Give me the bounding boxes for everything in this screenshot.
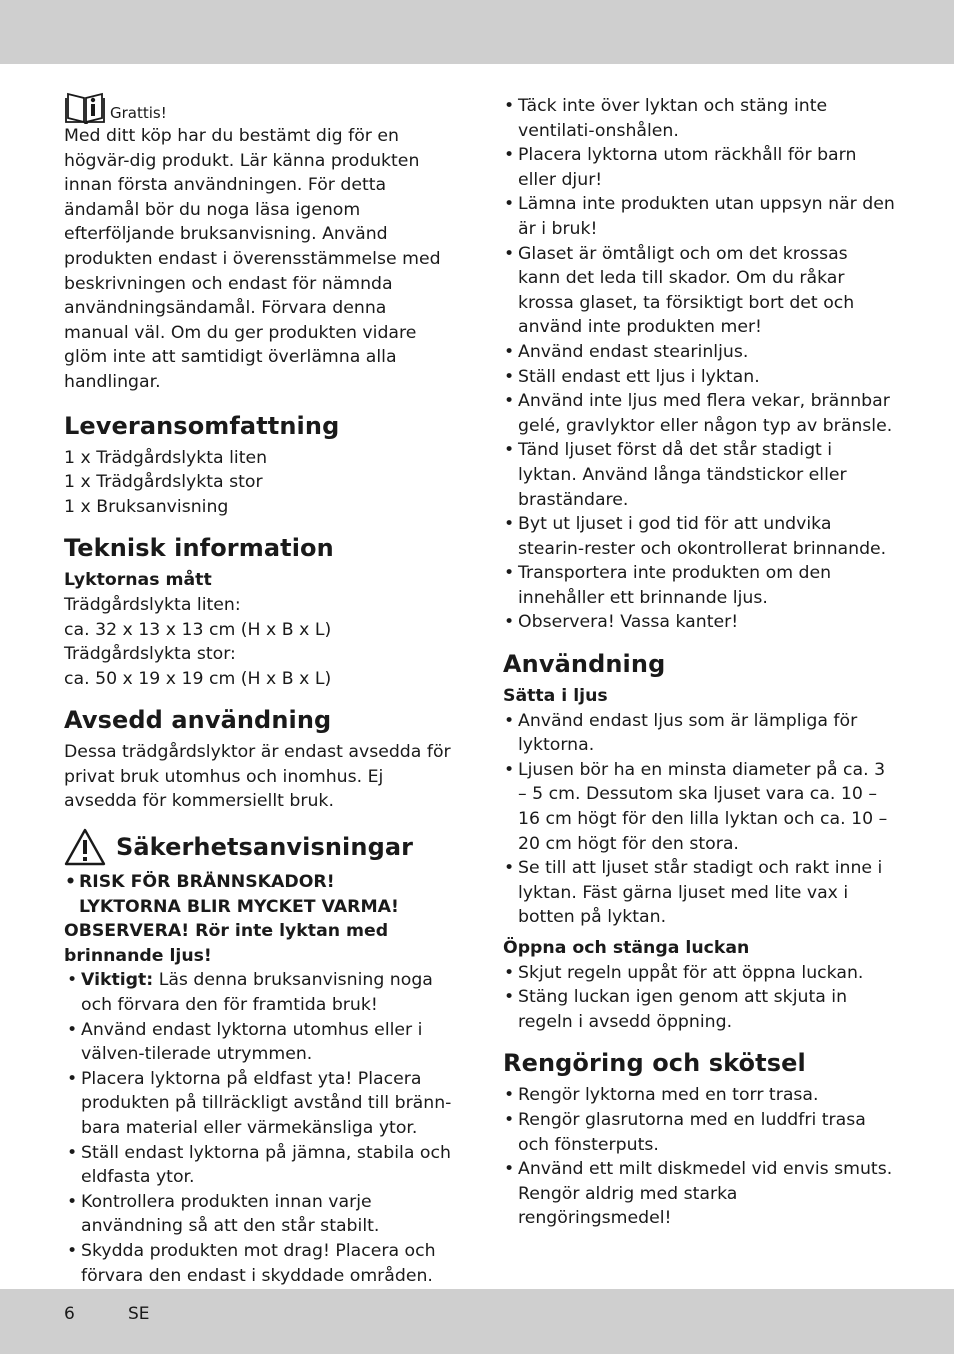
list-item: • Skydda produkten mot drag! Placera och förvara den endast i skyddade områden.: [66, 1239, 454, 1288]
scope-item: 1 x Trädgårdslykta stor: [64, 472, 263, 493]
scope-title: Leveransomfattning: [64, 411, 340, 440]
list-item: • Ljusen bör ha en minsta diameter på ca. 3 – 5 cm. Dessutom ska ljuset vara ca. 10 – 16 cm högt för den lilla lyktan och ca. 10 – 20 cm högt för den stora.: [503, 758, 895, 856]
important-text: Läs denna bruksanvisning noga och förvara den för framtida bruk!: [81, 970, 433, 1016]
cleaning-list: [503, 1083, 895, 1231]
safety-list-left: [64, 870, 454, 919]
scope-section: [64, 411, 454, 520]
door-list: [503, 961, 895, 1035]
tech-line: ca. 50 x 19 x 19 cm (H x B x L): [64, 668, 332, 689]
list-item: • Skjut regeln uppåt för att öppna luckan.: [503, 961, 895, 986]
list-item: • Se till att ljuset står stadigt och rakt inne i lyktan. Fäst gärna ljuset med lite vax i botten på lyktan.: [503, 856, 895, 930]
list-item: [66, 968, 454, 1017]
tech-title: Teknisk information: [64, 534, 334, 563]
intended-title: Avsedd användning: [64, 706, 332, 735]
intended-section: [64, 705, 454, 814]
tech-line: Trädgårdslykta stor:: [64, 644, 236, 665]
list-item: • Rengör glasrutorna med en luddfri trasa och fönsterputs.: [503, 1108, 895, 1157]
usage-section: [503, 649, 895, 1034]
door-title: Öppna och stänga luckan: [503, 938, 750, 958]
usage-title: Användning: [503, 650, 666, 679]
tech-line: ca. 32 x 13 x 13 cm (H x B x L): [64, 619, 332, 640]
list-item: • Använd endast ljus som är lämpliga för lyktorna.: [503, 709, 895, 758]
risk-warning: [64, 870, 454, 919]
list-item: • Kontrollera produkten innan varje användning så att den står stabilt.: [66, 1190, 454, 1239]
tech-line: Trädgårdslykta liten:: [64, 594, 241, 615]
list-item: • Transportera inte produkten om den innehåller ett brinnande ljus.: [503, 561, 895, 610]
safety-heading: [64, 828, 454, 866]
header-band: [0, 0, 954, 64]
page-number: 6: [64, 1304, 75, 1324]
scope-item: 1 x Bruksanvisning: [64, 496, 229, 517]
safety-list-left-2: [64, 968, 454, 1288]
candles-title: Sätta i ljus: [503, 686, 608, 707]
right-column: [503, 94, 895, 1231]
observe-warning: OBSERVERA! Rör inte lyktan med brinnande ljus!: [64, 921, 389, 966]
safety-list-right: [503, 94, 895, 635]
tech-subtitle: Lyktornas mått: [64, 570, 212, 591]
intended-text: Dessa trädgårdslyktor är endast avsedda för privat bruk utomhus och inomhus. Ej avsedda för kommersiellt bruk.: [64, 742, 451, 812]
list-item: • Täck inte över lyktan och stäng inte ventilati-onshålen.: [503, 94, 895, 143]
important-label: Viktigt:: [81, 970, 154, 991]
list-item: • Placera lyktorna på eldfast yta! Placera produkten på tillräckligt avstånd till bränn-bara material eller värmekänsliga ytor.: [66, 1067, 454, 1141]
list-item: • Glaset är ömtåligt och om det krossas kann det leda till skador. Om du råkar krossa glaset, ta försiktigt bort det och använd inte produkten mer!: [503, 242, 895, 340]
intro-text: Med ditt köp har du bestämt dig för en högvär-dig produkt. Lär känna produkten innan första användningen. För detta ändamål bör du noga läsa igenom efterföljande bruksanvisning. Använd produkten endast i överensstämmelse med beskrivningen och endast för nämnda användningsändamål. Förvara denna manual väl. Om du ger produkten vidare glöm inte att samtidigt överlämna alla handlingar.: [64, 126, 441, 392]
intro-heading: [64, 92, 454, 124]
book-info-icon: [64, 92, 106, 124]
list-item: • Använd ett milt diskmedel vid envis smuts. Rengör aldrig med starka rengöringsmedel!: [503, 1157, 895, 1231]
list-item: • Tänd ljuset först då det står stadigt i lyktan. Använd långa tändstickor eller braständare.: [503, 438, 895, 512]
risk-line-2: LYKTORNA BLIR MYCKET VARMA!: [79, 896, 399, 917]
list-item: • Byt ut ljuset i god tid för att undvika stearin-rester och okontrollerat brinnande.: [503, 512, 895, 561]
list-item: • Stäng luckan igen genom att skjuta in regeln i avsedd öppning.: [503, 985, 895, 1034]
scope-item: 1 x Trädgårdslykta liten: [64, 447, 268, 468]
left-column: [64, 92, 454, 1288]
cleaning-title: Rengöring och skötsel: [503, 1049, 806, 1078]
safety-title: Säkerhetsanvisningar: [116, 833, 414, 862]
risk-line-1: RISK FÖR BRÄNNSKADOR!: [79, 872, 335, 893]
warning-triangle-icon: [64, 828, 106, 866]
list-item: • Använd endast lyktorna utomhus eller i välven-tilerade utrymmen.: [66, 1018, 454, 1067]
list-item: • Placera lyktorna utom räckhåll för barn eller djur!: [503, 143, 895, 192]
list-item: • Observera! Vassa kanter!: [503, 610, 895, 635]
list-item: • Använd endast stearinljus.: [503, 340, 895, 365]
tech-section: [64, 533, 454, 691]
candles-list: [503, 709, 895, 930]
list-item: • Använd inte ljus med flera vekar, brännbar gelé, gravlyktor eller någon typ av bränsle.: [503, 389, 895, 438]
list-item: • Ställ endast ett ljus i lyktan.: [503, 365, 895, 390]
cleaning-section: [503, 1048, 895, 1231]
list-item: • Ställ endast lyktorna på jämna, stabila och eldfasta ytor.: [66, 1141, 454, 1190]
list-item: • Lämna inte produkten utan uppsyn när den är i bruk!: [503, 192, 895, 241]
intro-title: Grattis!: [110, 104, 167, 122]
language-code: SE: [128, 1304, 150, 1324]
list-item: • Rengör lyktorna med en torr trasa.: [503, 1083, 895, 1108]
